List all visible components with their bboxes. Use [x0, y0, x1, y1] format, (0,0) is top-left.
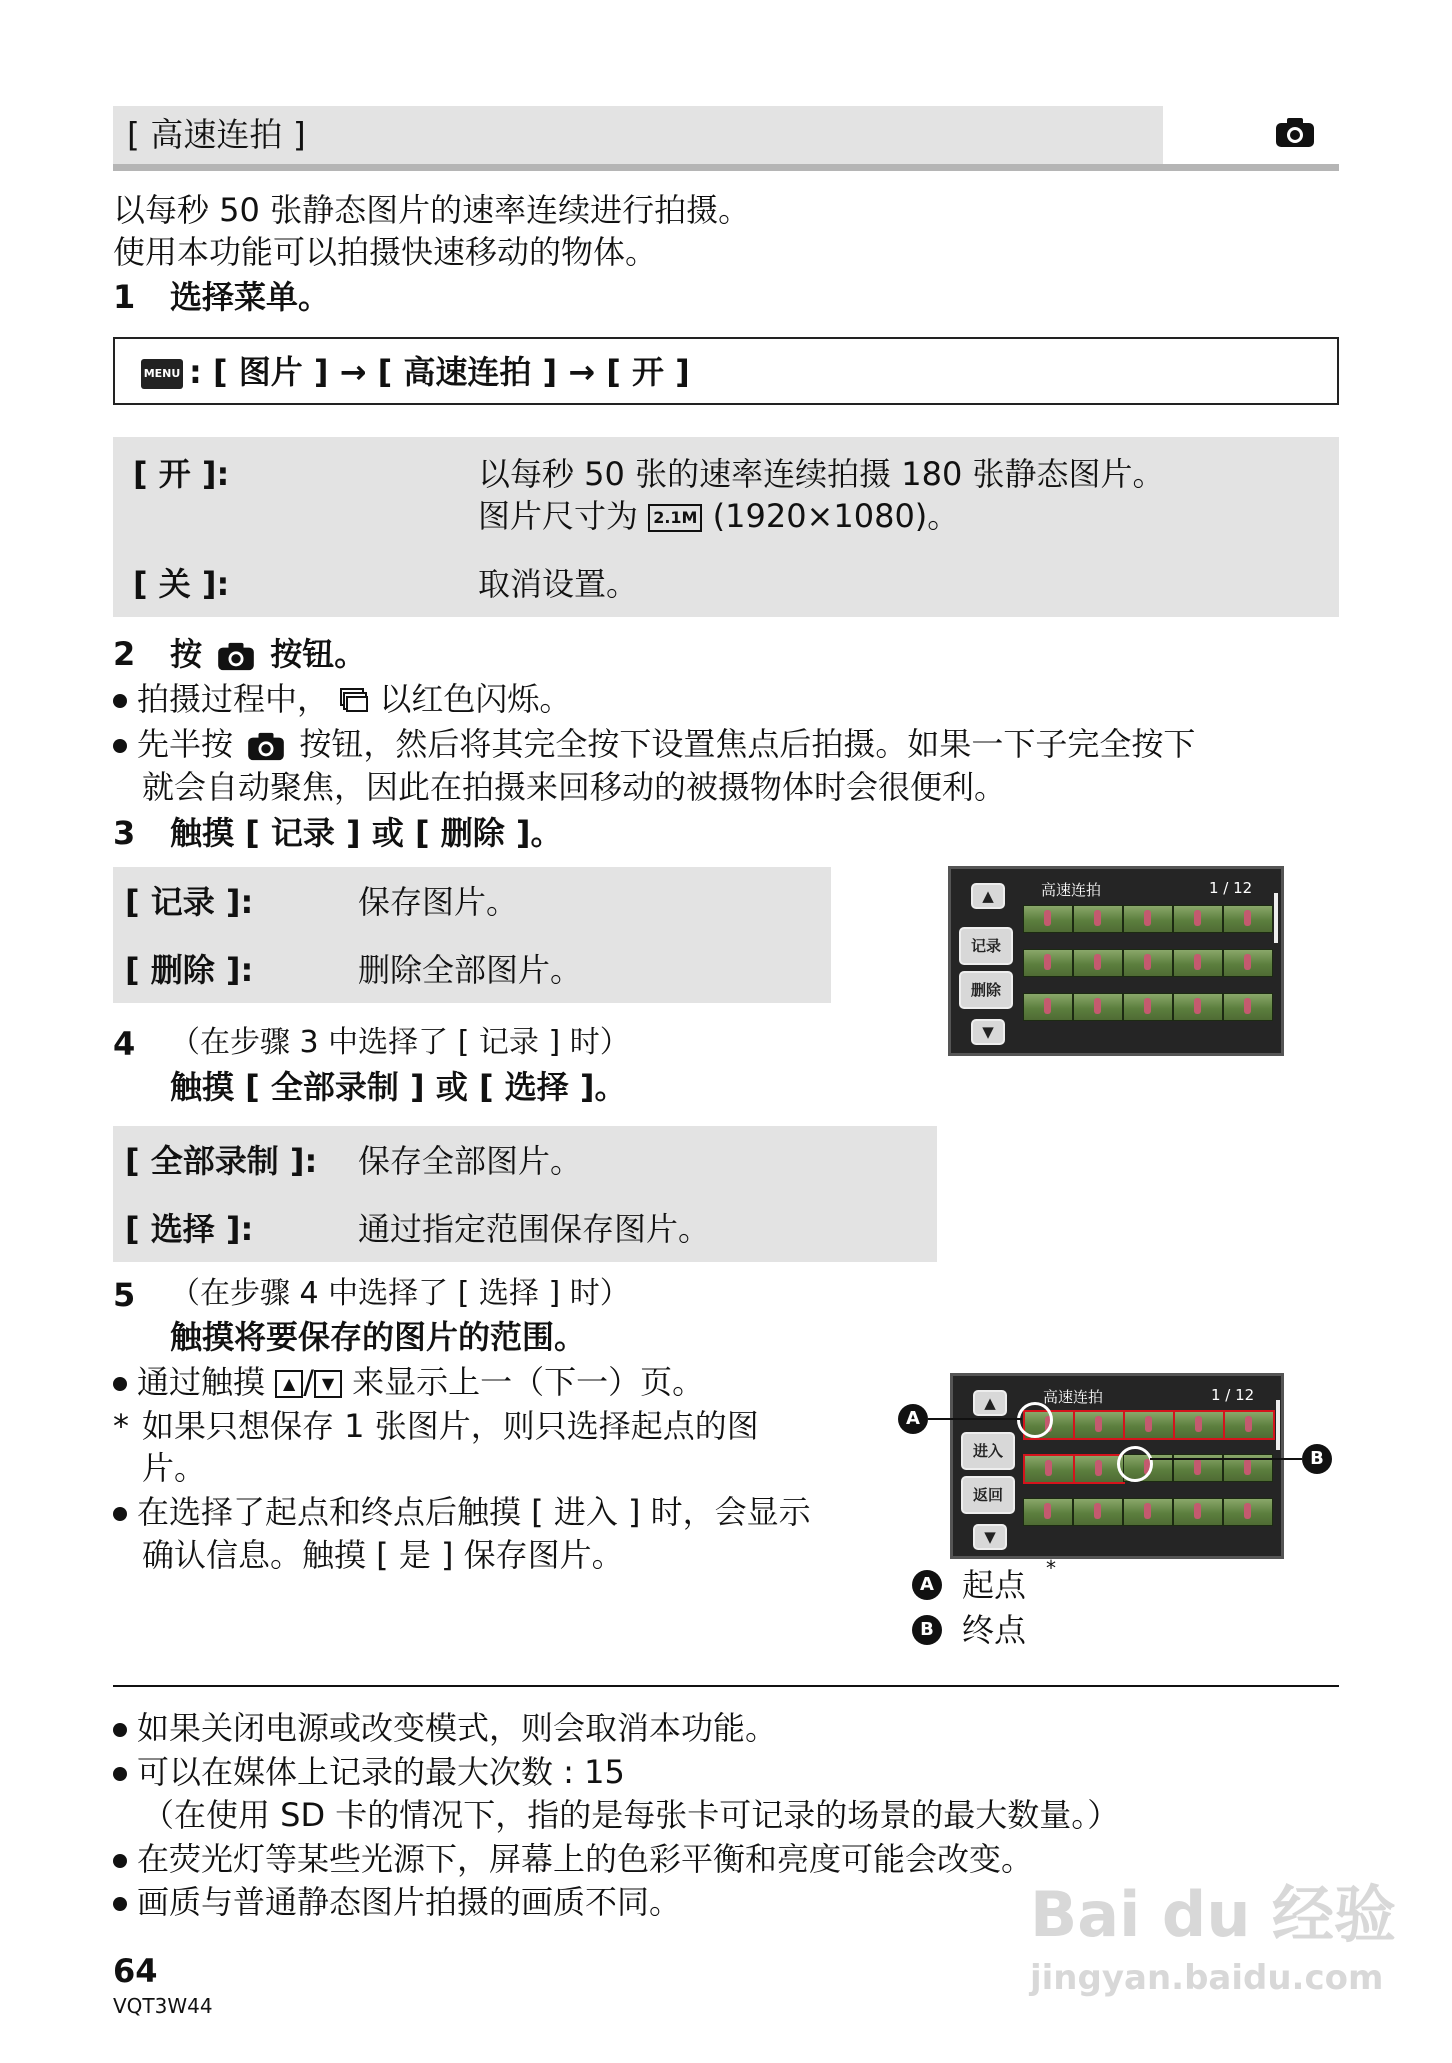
step-5-note-line-2: 片。	[142, 1449, 207, 1487]
legend-b-text: 终点	[962, 1611, 1027, 1649]
scroll-down-button[interactable]: ▼	[973, 1524, 1007, 1550]
camera-icon	[247, 731, 285, 761]
screen-page: 1 / 12	[1209, 879, 1253, 897]
step-5-bullet-1: 通过触摸 ▲ / ▼ 来显示上一（下一）页。	[113, 1361, 704, 1403]
section-header	[113, 106, 1339, 164]
thumbnail-grid[interactable]	[1023, 905, 1273, 1045]
camera-icon	[1275, 116, 1315, 148]
options-record-delete	[113, 867, 831, 1003]
screen-title: 高速连拍	[1041, 881, 1102, 899]
option-delete-desc: 删除全部图片。	[358, 951, 583, 989]
callout-line-a	[928, 1418, 1022, 1420]
step-5-note-line-1: 如果只想保存 1 张图片，则只选择起点的图	[142, 1407, 759, 1445]
step-1-text: 选择菜单。	[170, 278, 331, 316]
note-4: 画质与普通静态图片拍摄的画质不同。	[113, 1881, 681, 1923]
option-off-desc: 取消设置。	[478, 565, 639, 603]
note-2-cont: （在使用 SD 卡的情况下，指的是每张卡可记录的场景的最大数量。）	[142, 1796, 1120, 1834]
step-1-number: 1	[113, 278, 136, 316]
step-2-number: 2	[113, 635, 136, 673]
options-save	[113, 1126, 937, 1262]
step-4-condition: （在步骤 3 中选择了 [ 记录 ] 时）	[170, 1025, 630, 1060]
scroll-down-button[interactable]: ▼	[971, 1019, 1005, 1045]
step-3-text: 触摸 [ 记录 ] 或 [ 删除 ]。	[170, 814, 563, 852]
intro-line-2: 使用本功能可以拍摄快速移动的物体。	[113, 233, 658, 271]
menu-path-box	[113, 337, 1339, 405]
legend-b-marker: B	[912, 1615, 942, 1645]
section-title: [ 高速连拍 ]	[127, 115, 306, 154]
options-on-off	[113, 437, 1339, 617]
burst-screen-select	[950, 1373, 1284, 1559]
option-record-desc: 保存图片。	[358, 883, 519, 921]
delete-button[interactable]: 删除	[959, 971, 1013, 1009]
page-number: 64	[113, 1952, 158, 1990]
enter-button[interactable]: 进入	[961, 1432, 1015, 1470]
legend-a-marker: A	[912, 1570, 942, 1600]
screen-page: 1 / 12	[1211, 1386, 1255, 1404]
step-5-note-mark: *	[113, 1407, 129, 1445]
option-on-desc: 以每秒 50 张的速率连续拍摄 180 张静态图片。	[478, 455, 1165, 493]
end-point-highlight	[1117, 1446, 1153, 1482]
baidu-watermark: Bai du 经验	[1030, 1878, 1397, 1951]
burst-icon	[339, 687, 369, 715]
watermark-url: jingyan.baidu.com	[1030, 1958, 1384, 1998]
screen-title: 高速连拍	[1043, 1388, 1104, 1406]
scrollbar[interactable]	[1276, 1400, 1280, 1450]
step-5-condition: （在步骤 4 中选择了 [ 选择 ] 时）	[170, 1276, 630, 1311]
legend-a-text: 起点	[962, 1566, 1027, 1604]
note-1: 如果关闭电源或改变模式，则会取消本功能。	[113, 1707, 777, 1749]
document-code: VQT3W44	[113, 1994, 213, 2018]
intro-line-1: 以每秒 50 张静态图片的速率连续进行拍摄。	[113, 191, 751, 229]
return-button[interactable]: 返回	[961, 1476, 1015, 1514]
image-size-icon: 2.1M	[648, 504, 702, 532]
option-record-key: [ 记录 ]:	[125, 883, 254, 921]
thumbnail-grid[interactable]	[1023, 1410, 1275, 1550]
option-save-all-desc: 保存全部图片。	[358, 1142, 583, 1180]
menu-path-text: : [ 图片 ] → [ 高速连拍 ] → [ 开 ]	[189, 353, 690, 391]
step-5-text: 触摸将要保存的图片的范围。	[170, 1318, 587, 1356]
callout-line-b	[1150, 1458, 1302, 1460]
marker-b: B	[1302, 1444, 1332, 1474]
note-3: 在荧光灯等某些光源下，屏幕上的色彩平衡和亮度可能会改变。	[113, 1838, 1033, 1880]
step-3-number: 3	[113, 814, 136, 852]
step-4-text: 触摸 [ 全部录制 ] 或 [ 选择 ]。	[170, 1068, 627, 1106]
scrollbar[interactable]	[1274, 893, 1278, 943]
menu-icon: MENU	[141, 359, 183, 389]
legend-a-star: *	[1046, 1556, 1056, 1580]
scroll-up-button[interactable]: ▲	[971, 883, 1005, 909]
note-2: 可以在媒体上记录的最大次数 : 15	[113, 1751, 625, 1793]
page-up-icon: ▲	[275, 1370, 303, 1398]
option-on-size: 图片尺寸为 2.1M (1920×1080)。	[478, 497, 960, 535]
notes-divider	[113, 1685, 1339, 1687]
step-5-number: 5	[113, 1276, 136, 1314]
marker-a: A	[898, 1404, 928, 1434]
option-on-key: [ 开 ]:	[133, 455, 230, 493]
start-point-highlight	[1017, 1402, 1053, 1438]
step-2-bullet-2: 先半按 按钮，然后将其完全按下设置焦点后拍摄。如果一下子完全按下	[113, 723, 1195, 765]
option-delete-key: [ 删除 ]:	[125, 951, 254, 989]
step-2-bullet-1: 拍摄过程中， 以红色闪烁。	[113, 678, 571, 720]
page-down-icon: ▼	[314, 1370, 342, 1398]
option-select-key: [ 选择 ]:	[125, 1210, 254, 1248]
camera-icon	[217, 641, 255, 671]
option-save-all-key: [ 全部录制 ]:	[125, 1142, 318, 1180]
burst-screen-record	[948, 866, 1284, 1056]
option-off-key: [ 关 ]:	[133, 565, 230, 603]
record-button[interactable]: 记录	[959, 927, 1013, 965]
step-5-bullet-2: 在选择了起点和终点后触摸 [ 进入 ] 时，会显示	[113, 1491, 811, 1533]
step-2-bullet-2-cont: 就会自动聚焦，因此在拍摄来回移动的被摄物体时会很便利。	[142, 768, 1007, 806]
step-4-number: 4	[113, 1025, 136, 1063]
scroll-up-button[interactable]: ▲	[973, 1390, 1007, 1416]
step-5-bullet-2-cont: 确认信息。触摸 [ 是 ] 保存图片。	[142, 1536, 624, 1574]
step-2-text: 按 按钮。	[170, 635, 367, 673]
option-select-desc: 通过指定范围保存图片。	[358, 1210, 711, 1248]
